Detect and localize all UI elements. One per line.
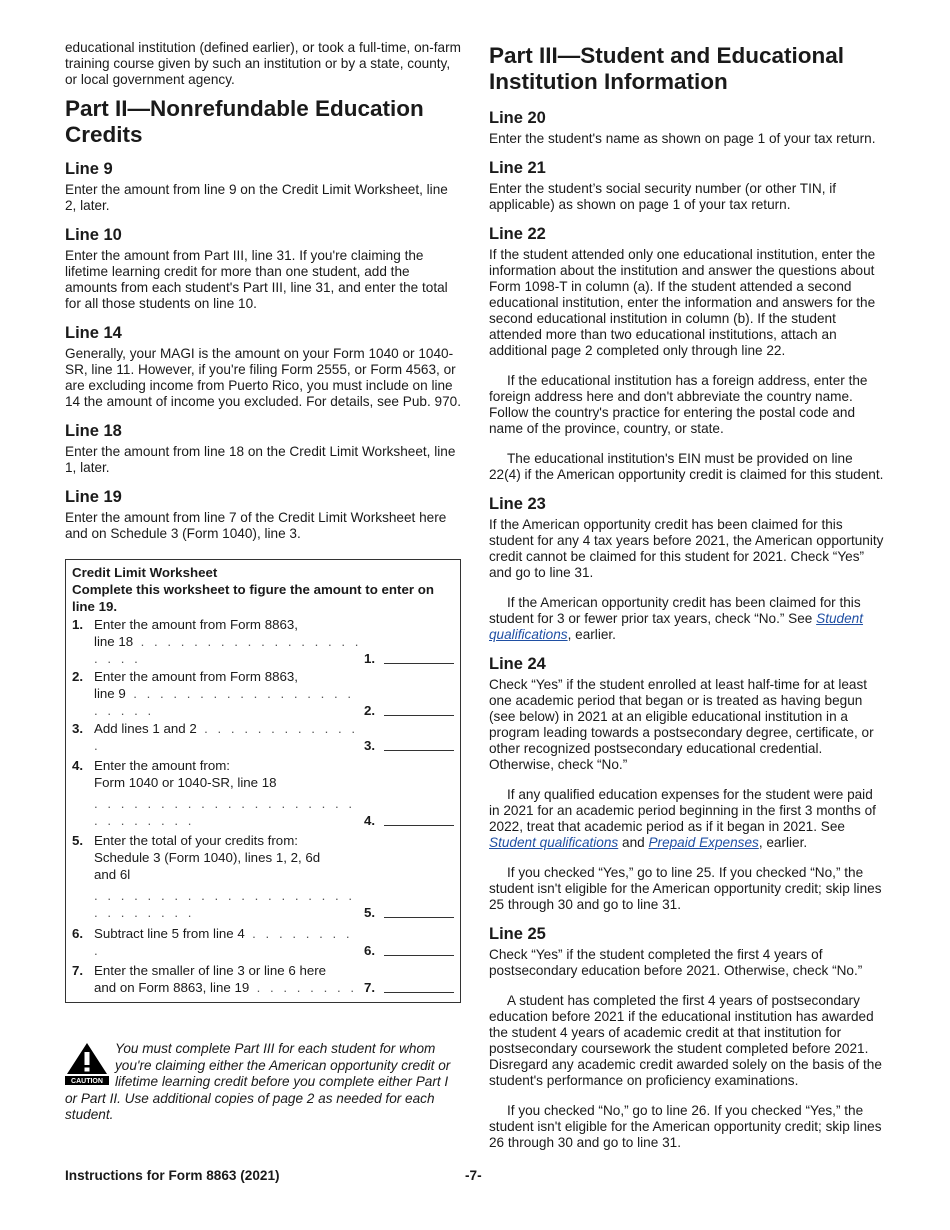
line25-para-1: Check “Yes” if the student completed the first 4 years of postsecondary education before 2021. Otherwise, check “No.” bbox=[489, 947, 863, 978]
worksheet-row-2 bbox=[72, 668, 454, 719]
line22-heading: Line 22 bbox=[489, 225, 546, 243]
line24-heading: Line 24 bbox=[489, 655, 546, 673]
left-column bbox=[65, 40, 461, 1124]
line-3-entry[interactable] bbox=[384, 749, 454, 751]
line21-heading: Line 21 bbox=[489, 159, 546, 177]
row-number: 5. bbox=[72, 833, 84, 848]
row-text2: line 18 bbox=[94, 634, 134, 649]
intro-text: educational institution (defined earlier), or took a full-time, on-farm training course given by such an institution or by a state, county, or local government agency. bbox=[65, 40, 461, 87]
line14-text: Generally, your MAGI is the amount on your Form 1040 or 1040-SR, line 11. However, if you're filing Form 2555, or Form 4563, or are excluding income from Puerto Rico, you must include on line 14 the amount of income you excluded. For details, see Pub. 970. bbox=[65, 346, 461, 409]
worksheet-row-4 bbox=[72, 757, 454, 829]
row-text: Enter the amount from: bbox=[94, 758, 230, 773]
page-number: -7- bbox=[465, 1168, 482, 1183]
leader-dots: . . . . . . . . . . . . . . . . . . . . . . . . . . . . bbox=[94, 888, 356, 920]
line24-para-2: If any qualified education expenses for the student were paid in 2021 for an academic period beginning in the first 3 months of 2022, treat that academic period as if it began in 2021. See Student qualifications and Prepaid Expenses, earlier. bbox=[489, 787, 876, 850]
line14-heading: Line 14 bbox=[65, 324, 122, 342]
line23-heading: Line 23 bbox=[489, 495, 546, 513]
leader-dots: . . . . . . . . . . . . . . . . . . . . . . bbox=[94, 686, 355, 718]
row-text: Enter the amount from Form 8863, bbox=[94, 669, 298, 684]
student-qualifications-link[interactable]: Student qualifications bbox=[489, 611, 864, 642]
line9-text: Enter the amount from line 9 on the Credit Limit Worksheet, line 2, later. bbox=[65, 182, 448, 213]
line-2-entry[interactable] bbox=[384, 714, 454, 716]
leader-dots: . . . . . . . . . . . . . . . . . . . . . bbox=[94, 634, 362, 666]
worksheet-row-7 bbox=[72, 962, 454, 996]
row-number: 7. bbox=[72, 963, 84, 978]
line20-heading: Line 20 bbox=[489, 109, 546, 127]
worksheet-title: Credit Limit Worksheet bbox=[72, 565, 218, 580]
line18-text: Enter the amount from line 18 on the Credit Limit Worksheet, line 1, later. bbox=[65, 444, 456, 475]
leader-dots: . . . . . . . . . bbox=[94, 926, 353, 958]
row-ref: 7. bbox=[364, 980, 376, 995]
line22-para-1: If the student attended only one educational institution, enter the information about the institution and answer the questions about Form 1098-T in column (a). If the student attended a second educational institution, enter the information and answers for the second educational institution in column (b). If the student attended more than two educational institutions, attach an additional page 2 completed only through line 22. bbox=[489, 247, 876, 358]
caution-text: You must complete Part III for each student for whom you're claiming either the American opportunity credit or lifetime learning credit before you complete either Part I or Part II. Use additional copies of page 2 as needed for each student. bbox=[65, 1041, 451, 1122]
leader-dots: . . . . . . . . . . . . . . . . . . . . . . . . . . . . bbox=[94, 796, 356, 828]
footer-form-title: Instructions for Form 8863 (2021) bbox=[65, 1168, 280, 1183]
row-ref: 2. bbox=[364, 703, 376, 718]
row-number: 6. bbox=[72, 926, 84, 941]
right-column bbox=[489, 40, 885, 1151]
row-text3: and 6l bbox=[94, 867, 131, 882]
row-text: Add lines 1 and 2 bbox=[94, 721, 197, 736]
row-text: Enter the total of your credits from: bbox=[94, 833, 298, 848]
row-text: Enter the smaller of line 3 or line 6 here bbox=[94, 963, 327, 978]
prepaid-expenses-link[interactable]: Prepaid Expenses bbox=[648, 835, 759, 850]
line19-heading: Line 19 bbox=[65, 488, 122, 506]
part3-title: Part III—Student and Educational Institution Information bbox=[489, 43, 845, 94]
line25-heading: Line 25 bbox=[489, 925, 546, 943]
line22-para-2: If the educational institution has a foreign address, enter the foreign address here and don't abbreviate the country name. Follow the country's practice for entering the postal code and name of the province, country, or state. bbox=[489, 373, 868, 436]
line10-text: Enter the amount from Part III, line 31. If you're claiming the lifetime learning credit for more than one student, add the amounts from each student's Part III, line 31, and enter the total for all those students on line 10. bbox=[65, 248, 448, 311]
line22-para-3: The educational institution's EIN must be provided on line 22(4) if the American opportunity credit is claimed for this student. bbox=[489, 451, 884, 482]
line-7-entry[interactable] bbox=[384, 991, 454, 993]
row-text2: Schedule 3 (Form 1040), lines 1, 2, 6d bbox=[94, 850, 321, 865]
line9-heading: Line 9 bbox=[65, 160, 113, 178]
worksheet-subtitle: Complete this worksheet to figure the amount to enter on line 19. bbox=[72, 582, 434, 614]
row-number: 4. bbox=[72, 758, 84, 773]
row-ref: 4. bbox=[364, 813, 376, 828]
caution-note bbox=[65, 1041, 461, 1124]
line19-text: Enter the amount from line 7 of the Credit Limit Worksheet here and on Schedule 3 (Form 1040), line 3. bbox=[65, 510, 447, 541]
line21-text: Enter the student’s social security number (or other TIN, if applicable) as shown on page 1 of your tax return. bbox=[489, 181, 837, 212]
line25-para-3: If you checked “No,” go to line 26. If you checked “Yes,” the student isn't eligible for the American opportunity credit; skip lines 26 through 30 and go to line 31. bbox=[489, 1103, 882, 1150]
worksheet-row-1 bbox=[72, 616, 454, 667]
line-6-entry[interactable] bbox=[384, 954, 454, 956]
line23-para-1: If the American opportunity credit has been claimed for this student for any 4 tax years before 2021, the American opportunity credit cannot be claimed for this student for 2021. Check “Yes” and go to line 31. bbox=[489, 517, 884, 580]
row-number: 3. bbox=[72, 721, 84, 736]
leader-dots: . . . . . . . . bbox=[256, 980, 358, 995]
row-text2: Form 1040 or 1040-SR, line 18 bbox=[94, 775, 277, 790]
row-text: Enter the amount from Form 8863, bbox=[94, 617, 298, 632]
row-text2: and on Form 8863, line 19 bbox=[94, 980, 250, 995]
credit-limit-worksheet bbox=[65, 559, 461, 1003]
line-1-entry[interactable] bbox=[384, 662, 454, 664]
line-4-entry[interactable] bbox=[384, 824, 454, 826]
line24-para-3: If you checked “Yes,” go to line 25. If you checked “No,” the student isn't eligible for the American opportunity credit; skip lines 25 through 30 and go to line 31. bbox=[489, 865, 882, 912]
caution-icon bbox=[65, 1041, 109, 1085]
row-text2: line 9 bbox=[94, 686, 126, 701]
line23-para-2: If the American opportunity credit has been claimed for this student for 3 or fewer prior tax years, check “No.” See Student qualifications, earlier. bbox=[489, 595, 864, 642]
row-text: Subtract line 5 from line 4 bbox=[94, 926, 245, 941]
line20-text: Enter the student's name as shown on page 1 of your tax return. bbox=[489, 131, 876, 146]
row-ref: 1. bbox=[364, 651, 376, 666]
worksheet-row-6 bbox=[72, 925, 454, 959]
row-number: 2. bbox=[72, 669, 84, 684]
row-ref: 3. bbox=[364, 738, 376, 753]
row-ref: 5. bbox=[364, 905, 376, 920]
line10-heading: Line 10 bbox=[65, 226, 122, 244]
worksheet-row-5 bbox=[72, 832, 454, 921]
worksheet-row-3 bbox=[72, 720, 454, 754]
line18-heading: Line 18 bbox=[65, 422, 122, 440]
row-ref: 6. bbox=[364, 943, 376, 958]
student-qualifications-link[interactable]: Student qualifications bbox=[489, 835, 619, 850]
row-number: 1. bbox=[72, 617, 84, 632]
line25-para-2: A student has completed the first 4 years of postsecondary education before 2021 if the educational institution has awarded the student 4 years of academic credit at that institution for postsecondary coursework the student completed before 2021. Disregard any academic credit awarded solely on the basis of the student's performance on proficiency examinations. bbox=[489, 993, 882, 1088]
caution-label: CAUTION bbox=[71, 1078, 103, 1085]
line-5-entry[interactable] bbox=[384, 916, 454, 918]
part2-title: Part II—Nonrefundable Education Credits bbox=[65, 96, 424, 147]
line24-para-1: Check “Yes” if the student enrolled at least half-time for at least one academic period that began or is treated as having begun (see below) in 2021 at an eligible educational institution in a program leading towards a postsecondary degree, certificate, or other recognized postsecondary educational credential. Otherwise, check “No.” bbox=[489, 677, 874, 772]
leader-dots: . . . . . . . . . . . . . bbox=[94, 721, 359, 753]
